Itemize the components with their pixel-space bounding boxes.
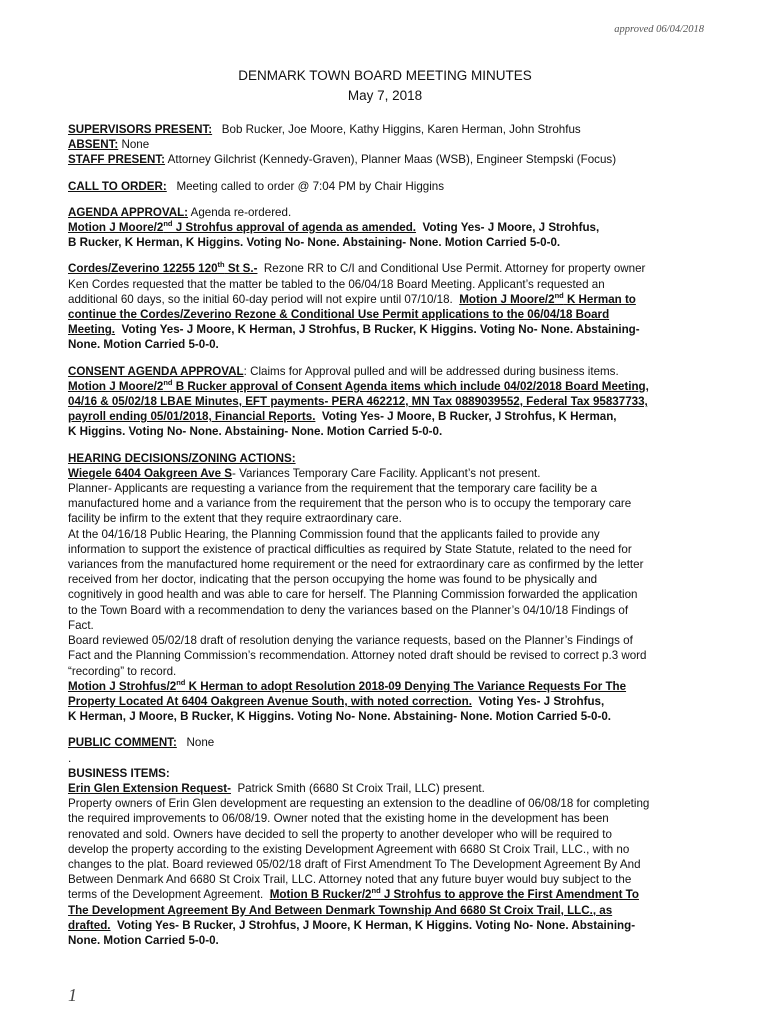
business-text-3: renovated and sold. Owners have decided to sell the property to another developer who will be required to: [68, 827, 612, 841]
hearing-text-5: information to support the existence of practical difficulties as required by State Statute, related to the need for: [68, 542, 632, 556]
absent-label: ABSENT:: [68, 138, 119, 152]
business-text-7: terms of the Development Agreement.: [68, 888, 264, 902]
hearing-vote-2: K Herman, J Moore, B Rucker, K Higgins. Voting No- None. Abstaining- None. Motion Carried 5-0-0.: [68, 710, 612, 724]
business-subject-text: Patrick Smith (6680 St Croix Trail, LLC) present.: [237, 781, 485, 795]
business-text-2: the required improvements to 06/08/19. Owner noted that the existing home in the development has been: [68, 812, 609, 826]
business-text-5: changes to the plat. Board reviewed 05/02/18 draft of First Amendment To The Development Agreement By And: [68, 857, 641, 871]
consent-vote-2: K Higgins. Voting No- None. Abstaining- None. Motion Carried 5-0-0.: [68, 425, 443, 439]
document-title: DENMARK TOWN BOARD MEETING MINUTES: [238, 68, 532, 83]
agenda-label: AGENDA APPROVAL:: [68, 205, 189, 219]
agenda-motion-text: Motion J Moore/2nd J Strohfus approval of agenda as amended.: [68, 219, 417, 235]
cordes-motion: Motion J Moore/2nd K Herman to: [459, 290, 636, 306]
hearing-subject: Wiegele 6404 Oakgreen Ave S: [68, 466, 233, 480]
hearing-motion-line-2: [68, 694, 708, 709]
public-comment-text: None: [186, 736, 215, 750]
business-vote-1: Voting Yes- B Rucker, J Strohfus, J Moore, K Herman, K Higgins. Voting No- None. Abstaining-: [116, 918, 636, 932]
hearing-motion: Motion J Strohfus/2nd K Herman to adopt Resolution 2018-09 Denying The Variance Requests For The: [68, 677, 627, 693]
business-motion: Motion B Rucker/2nd J Strohfus to approve the First Amendment To: [269, 886, 639, 902]
consent-motion-2: 04/16 & 05/02/18 LBAE Minutes, EFT payments- PERA 462212, MN Tax 0889039552, Federal Tax 95837733,: [68, 395, 648, 409]
staff-names: Attorney Gilchrist (Kennedy-Graven), Planner Maas (WSB), Engineer Stempski (Focus): [167, 153, 617, 167]
hearing-vote-1: Voting Yes- J Strohfus,: [478, 694, 605, 708]
cordes-line-1: [68, 261, 708, 276]
cordes-text-1: Rezone RR to C/I and Conditional Use Permit. Attorney for property owner: [263, 262, 646, 276]
absent-line: [68, 137, 708, 152]
agenda-line: [68, 205, 708, 220]
hearing-text-10: Fact.: [68, 618, 94, 632]
supervisors-label: SUPERVISORS PRESENT:: [68, 123, 213, 136]
supervisors-names: Bob Rucker, Joe Moore, Kathy Higgins, Karen Herman, John Strohfus: [221, 123, 581, 136]
cordes-vote-2: None. Motion Carried 5-0-0.: [68, 338, 219, 352]
consent-label: CONSENT AGENDA APPROVAL: [68, 364, 244, 378]
hearing-label: HEARING DECISIONS/ZONING ACTIONS:: [68, 451, 296, 465]
business-subject: Erin Glen Extension Request-: [68, 781, 231, 795]
business-subject-line: [68, 781, 708, 796]
consent-motion: Motion J Moore/2nd B Rucker approval of Consent Agenda items which include 04/02/2018 Board Meeting,: [68, 377, 649, 393]
consent-text: : Claims for Approval pulled and will be addressed during business items.: [243, 364, 619, 378]
public-comment-dot: .: [68, 751, 72, 765]
page-number: 1: [68, 985, 77, 1005]
staff-label: STAFF PRESENT:: [68, 153, 166, 167]
hearing-text-1: Planner- Applicants are requesting a variance from the requirement that the temporary care facility be a: [68, 482, 598, 496]
meeting-date: May 7, 2018: [347, 88, 423, 103]
hearing-motion-2: Property Located At 6404 Oakgreen Avenue South, with noted correction.: [68, 694, 472, 708]
hearing-subject-line: [68, 466, 708, 481]
business-vote-2: None. Motion Carried 5-0-0.: [68, 933, 219, 947]
hearing-text-11: Board reviewed 05/02/18 draft of resolution denying the variance requests, based on the Planner’s Findings of: [68, 634, 633, 648]
business-label: BUSINESS ITEMS:: [68, 766, 170, 780]
cordes-line-5: [68, 322, 708, 337]
agenda-motion: [68, 220, 708, 235]
cordes-motion-2: continue the Cordes/Zeverino Rezone & Conditional Use Permit applications to the 06/04/18 Board: [68, 308, 610, 322]
agenda-vote-1: Voting Yes- J Moore, J Strohfus,: [422, 221, 600, 235]
consent-vote-1: Voting Yes- J Moore, B Rucker, J Strohfus, K Herman,: [321, 410, 617, 424]
agenda-text: Agenda re-ordered.: [190, 205, 292, 219]
business-text-1: Property owners of Erin Glen development are requesting an extension to the deadline of 06/08/18 for completing: [68, 797, 650, 811]
cordes-text-2: Ken Cordes requested that the matter be tabled to the 06/04/18 Board Meeting. Applicant’s requested an: [68, 277, 605, 291]
public-comment-line: [68, 735, 708, 750]
consent-motion-3: payroll ending 05/01/2018, Financial Reports.: [68, 410, 316, 424]
hearing-text-9: to the Town Board with a recommendation to deny the variances based on the Planner’s 04/10/18 Findings of: [68, 603, 629, 617]
hearing-text-2: manufactured home and a variance from the requirement that the person who is to occupy the temporary care: [68, 497, 632, 511]
hearing-text-12: Fact and the Planning Commission’s recommendation. Attorney noted draft should be revised to correct p.3 word: [68, 649, 647, 663]
business-text-4: develop the property according to the existing Development Agreement with 6680 St Croix Trail, LLC., with no: [68, 842, 630, 856]
hearing-text-8: cognitively in good health and was able to care for herself. The Planning Commission forwarded the application: [68, 588, 638, 602]
hearing-text-7: received from her doctor, indicating that the person occupying the home was found to be physically and: [68, 573, 598, 587]
business-text-6: Between Denmark And 6680 St Croix Trail, LLC. Attorney noted that any future buyer would buy subject to the: [68, 873, 632, 887]
cordes-text-3: additional 60 days, so the initial 60-day period will not expire until 07/10/18.: [68, 292, 453, 306]
supervisors-line: [68, 122, 708, 137]
call-to-order-text: Meeting called to order @ 7:04 PM by Chair Higgins: [176, 179, 445, 193]
absent-names: None: [121, 138, 150, 152]
cordes-heading: Cordes/Zeverino 12255 120th St S.-: [68, 260, 258, 276]
hearing-text-13: “recording” to record.: [68, 664, 177, 678]
cordes-motion-3: Meeting.: [68, 323, 116, 337]
agenda-vote-2: B Rucker, K Herman, K Higgins. Voting No- None. Abstaining- None. Motion Carried 5-0-0.: [68, 236, 561, 250]
hearing-text-4: At the 04/16/18 Public Hearing, the Planning Commission found that the applicants failed to provide any: [68, 527, 600, 541]
consent-line-4: [68, 409, 708, 424]
public-comment-label: PUBLIC COMMENT:: [68, 736, 177, 750]
approved-stamp: approved 06/04/2018: [614, 24, 704, 35]
consent-line: [68, 364, 708, 379]
call-to-order-line: [68, 179, 708, 194]
business-motion-2: The Development Agreement By And Between Denmark Township And 6680 St Croix Trail, LLC., as: [68, 903, 613, 917]
hearing-subject-text: - Variances Temporary Care Facility. Applicant’s not present.: [232, 466, 541, 480]
hearing-text-3: facility be infirm to the extent that they require extraordinary care.: [68, 512, 402, 526]
staff-line: [68, 152, 708, 167]
cordes-line-3: [68, 292, 708, 307]
minutes-body: [68, 122, 708, 948]
business-line-7: [68, 887, 708, 902]
business-line-9: [68, 918, 708, 933]
business-motion-3: drafted.: [68, 918, 111, 932]
cordes-vote-1: Voting Yes- J Moore, K Herman, J Strohfus, B Rucker, K Higgins. Voting No- None. Abstaining-: [121, 323, 640, 337]
hearing-text-6: variances from the manufactured home requirement or the need for extraordinary care as confirmed by the letter: [68, 558, 644, 572]
call-to-order-label: CALL TO ORDER:: [68, 179, 167, 193]
